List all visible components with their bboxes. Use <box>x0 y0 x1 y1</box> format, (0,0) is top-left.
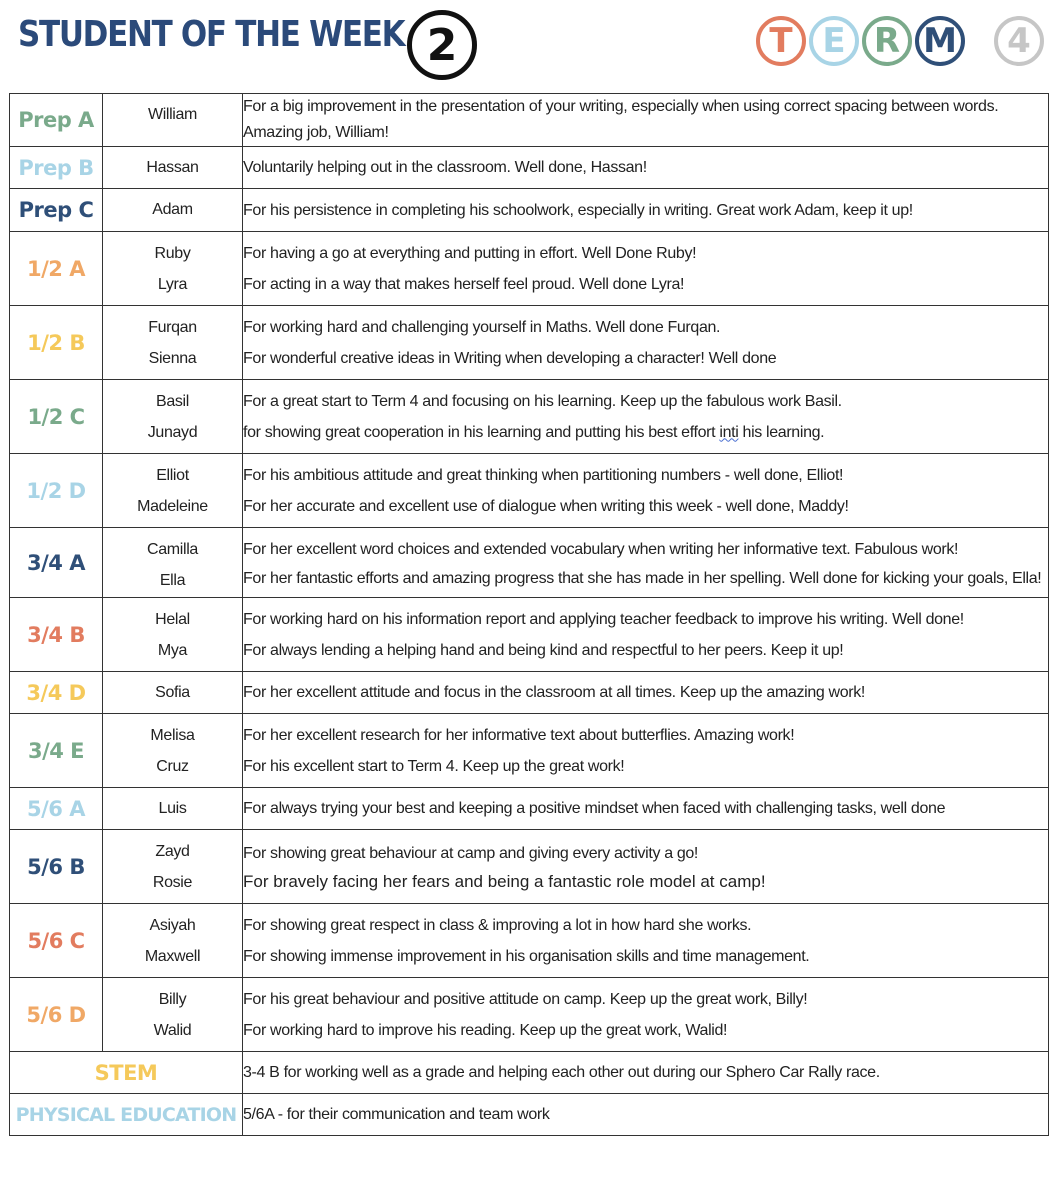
class-label: 5/6 A <box>10 788 103 830</box>
reasons-cell <box>243 598 1049 672</box>
reason-text: For a great start to Term 4 and focusing on his learning. Keep up the fabulous work Basil. <box>243 392 842 410</box>
student-names-cell <box>103 189 243 232</box>
class-label: Prep A <box>10 94 103 147</box>
reason-text: For having a go at everything and putting in effort. Well Done Ruby! <box>243 244 697 262</box>
table-row <box>10 830 1049 904</box>
reasons-cell <box>243 1094 1049 1136</box>
class-label: 5/6 D <box>10 978 103 1052</box>
reason-text: For always trying your best and keeping a positive mindset when faced with challenging tasks, well done <box>243 800 946 817</box>
student-name: Maxwell <box>144 948 201 965</box>
student-name: Furqan <box>148 319 197 336</box>
reason-text-part: his learning. <box>742 423 825 441</box>
student-name: Adam <box>152 201 193 218</box>
table-row <box>10 598 1049 672</box>
reasons-cell <box>243 904 1049 978</box>
physical-education-label: PHYSICAL EDUCATION <box>10 1094 243 1136</box>
term-letter-r: R <box>862 16 912 66</box>
student-name: Hassan <box>146 159 199 176</box>
student-names-cell <box>103 528 243 598</box>
table-row <box>10 528 1049 598</box>
reason-text: For his excellent start to Term 4. Keep up the great work! <box>243 757 625 775</box>
table-row <box>10 672 1049 714</box>
reasons-cell <box>243 978 1049 1052</box>
student-name: Sofia <box>155 684 190 701</box>
student-names-cell <box>103 830 243 904</box>
class-label: 1/2 B <box>10 306 103 380</box>
reason-text: For a big improvement in the presentation of your writing, especially when using correct spacing between words. Amazing job, William! <box>243 98 999 141</box>
student-name: Billy <box>158 991 187 1008</box>
reason-text: For her accurate and excellent use of dialogue when writing this week - well done, Maddy! <box>243 497 849 515</box>
class-label: 1/2 A <box>10 232 103 306</box>
reason-text: For showing immense improvement in his organisation skills and time management. <box>243 947 810 965</box>
reason-text-part: for showing great cooperation in his learning and putting his best effort <box>243 423 716 441</box>
stem-label: STEM <box>10 1052 243 1094</box>
reasons-cell <box>243 788 1049 830</box>
class-label: 5/6 B <box>10 830 103 904</box>
reason-text: For his persistence in completing his schoolwork, especially in writing. Great work Adam, keep it up! <box>243 201 913 219</box>
class-label: Prep C <box>10 189 103 232</box>
reasons-cell <box>243 528 1049 598</box>
student-name: Asiyah <box>149 917 196 934</box>
reason-text: For her excellent attitude and focus in the classroom at all times. Keep up the amazing work! <box>243 684 866 701</box>
table-row-stem <box>10 1052 1049 1094</box>
reason-text: For wonderful creative ideas in Writing when developing a character! Well done <box>243 349 777 367</box>
reason-text: For acting in a way that makes herself feel proud. Well done Lyra! <box>243 275 685 293</box>
table-row <box>10 714 1049 788</box>
student-names-cell <box>103 380 243 454</box>
reason-text: For always lending a helping hand and being kind and respectful to her peers. Keep it up! <box>243 641 844 659</box>
student-name: William <box>147 106 198 123</box>
reason-text: For showing great behaviour at camp and giving every activity a go! <box>243 845 699 862</box>
student-name: Walid <box>153 1022 192 1039</box>
term-number: 4 <box>994 16 1044 66</box>
reason-text: Voluntarily helping out in the classroom. Well done, Hassan! <box>243 159 647 176</box>
student-name: Ella <box>159 572 186 589</box>
student-name: Elliot <box>156 467 189 484</box>
student-name: Ruby <box>154 245 191 262</box>
student-name: Mya <box>157 642 188 659</box>
term-letter-t: T <box>756 16 806 66</box>
reasons-cell <box>243 94 1049 147</box>
class-label: 1/2 D <box>10 454 103 528</box>
class-label: 3/4 E <box>10 714 103 788</box>
reasons-cell <box>243 147 1049 189</box>
student-name: Lyra <box>157 276 188 293</box>
class-label: 3/4 B <box>10 598 103 672</box>
student-name: Camilla <box>147 541 198 558</box>
class-label: 3/4 A <box>10 528 103 598</box>
student-names-cell <box>103 788 243 830</box>
table-row <box>10 454 1049 528</box>
student-name: Cruz <box>156 758 189 775</box>
table-row-physical-education <box>10 1094 1049 1136</box>
student-names-cell <box>103 232 243 306</box>
student-name: Helal <box>155 611 190 628</box>
term-letter-e: E <box>809 16 859 66</box>
table-row <box>10 306 1049 380</box>
table-row <box>10 788 1049 830</box>
table-row <box>10 94 1049 147</box>
class-label: Prep B <box>10 147 103 189</box>
page-title: STUDENT OF THE WEEK <box>18 14 405 55</box>
table-row <box>10 232 1049 306</box>
reason-text: For bravely facing her fears and being a fantastic role model at camp! <box>243 872 766 891</box>
student-name: Basil <box>156 393 189 410</box>
reason-text: For her excellent research for her informative text about butterflies. Amazing work! <box>243 726 795 744</box>
student-name: Madeleine <box>137 498 208 515</box>
spelling-error-word: inti <box>719 423 739 441</box>
reasons-cell <box>243 672 1049 714</box>
table-row <box>10 147 1049 189</box>
table-row <box>10 904 1049 978</box>
reasons-cell <box>243 714 1049 788</box>
student-name: Rosie <box>152 874 193 891</box>
reason-text: For showing great respect in class & improving a lot in how hard she works. <box>243 916 752 934</box>
reason-text-composite <box>243 417 1048 448</box>
student-names-cell <box>103 147 243 189</box>
reason-text: For her fantastic efforts and amazing progress that she has made in her spelling. Well done for kicking your goals, Ella! <box>243 570 1042 587</box>
reason-text: 5/6A - for their communication and team work <box>243 1106 550 1123</box>
student-names-cell <box>103 672 243 714</box>
student-names-cell <box>103 904 243 978</box>
page-header <box>0 0 1061 92</box>
student-of-week-table <box>9 93 1049 1136</box>
reasons-cell <box>243 1052 1049 1094</box>
term-letter-m: M <box>915 16 965 66</box>
student-names-cell <box>103 454 243 528</box>
class-label: 3/4 D <box>10 672 103 714</box>
reason-text: For working hard to improve his reading. Keep up the great work, Walid! <box>243 1021 728 1039</box>
reasons-cell <box>243 306 1049 380</box>
reasons-cell <box>243 232 1049 306</box>
table-row <box>10 978 1049 1052</box>
table-row <box>10 189 1049 232</box>
student-names-cell <box>103 94 243 147</box>
term-badge <box>756 16 1044 66</box>
reasons-cell <box>243 189 1049 232</box>
reason-text: For working hard and challenging yourself in Maths. Well done Furqan. <box>243 318 721 336</box>
reason-text: For his ambitious attitude and great thinking when partitioning numbers - well done, Elliot! <box>243 466 844 484</box>
reason-text: For his great behaviour and positive attitude on camp. Keep up the great work, Billy! <box>243 990 808 1008</box>
student-names-cell <box>103 306 243 380</box>
reason-text: For her excellent word choices and extended vocabulary when writing her informative text. Fabulous work! <box>243 541 959 558</box>
student-name: Junayd <box>147 424 198 441</box>
student-names-cell <box>103 598 243 672</box>
week-number-badge: 2 <box>407 10 477 80</box>
reason-text: 3-4 B for working well as a grade and helping each other out during our Sphero Car Rally race. <box>243 1064 880 1081</box>
student-name: Sienna <box>148 350 197 367</box>
reason-text: For working hard on his information report and applying teacher feedback to improve his writing. Well done! <box>243 610 964 628</box>
reasons-cell <box>243 830 1049 904</box>
class-label: 5/6 C <box>10 904 103 978</box>
student-name: Melisa <box>150 727 195 744</box>
table-row <box>10 380 1049 454</box>
student-name: Luis <box>158 800 187 817</box>
reasons-cell <box>243 454 1049 528</box>
student-names-cell <box>103 714 243 788</box>
student-names-cell <box>103 978 243 1052</box>
class-label: 1/2 C <box>10 380 103 454</box>
student-name: Zayd <box>155 843 190 860</box>
reasons-cell <box>243 380 1049 454</box>
